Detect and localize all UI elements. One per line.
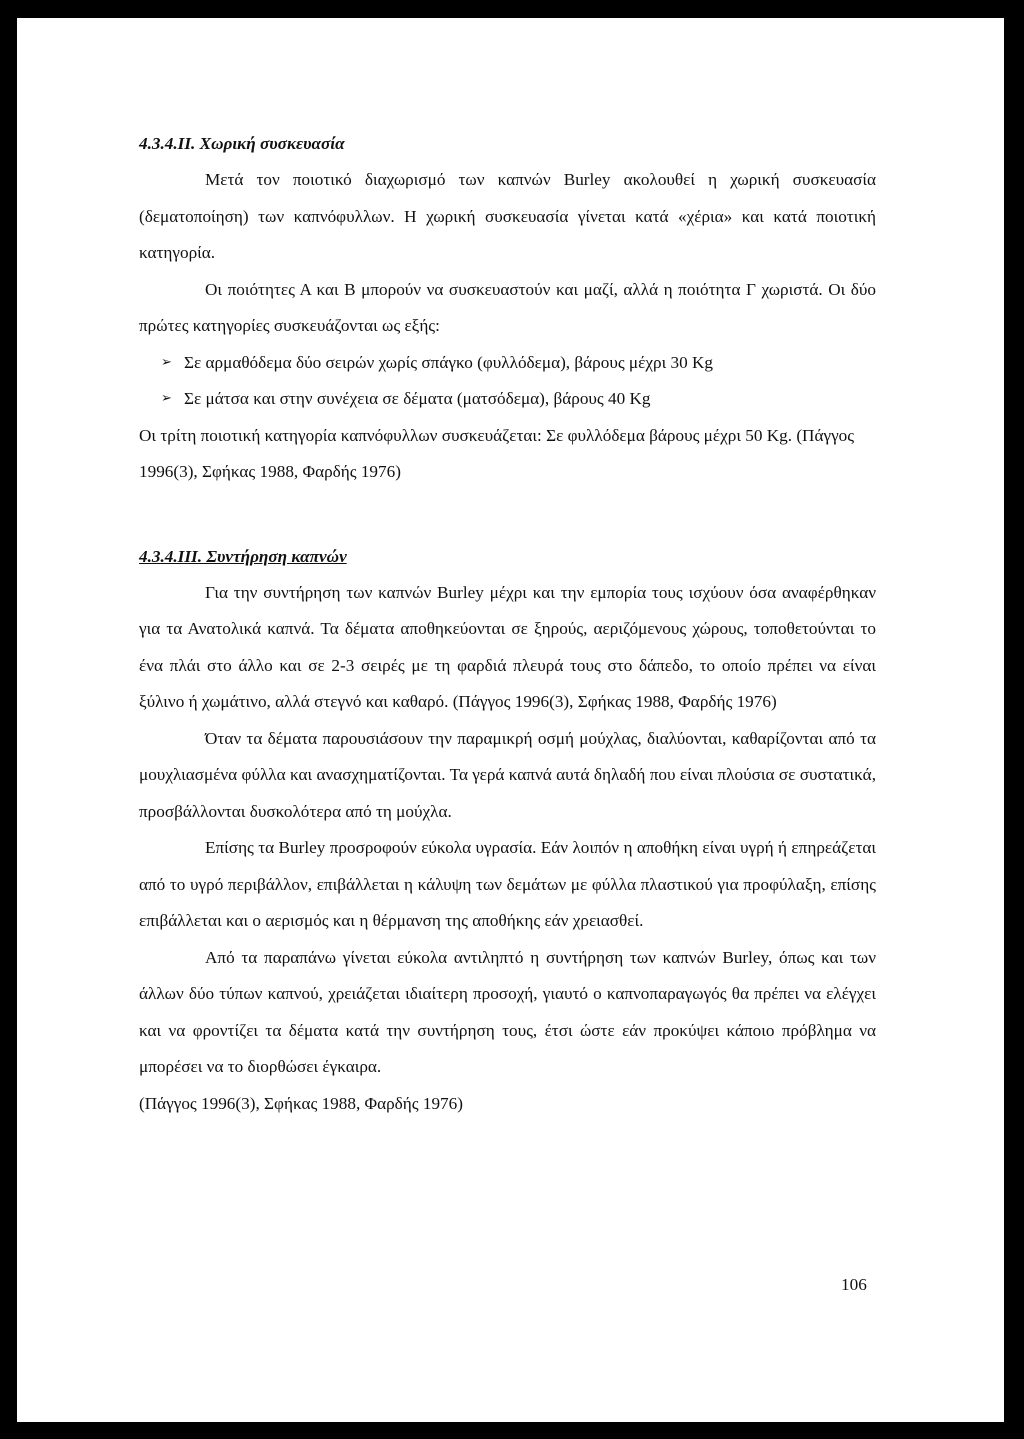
list-item [161, 345, 876, 382]
arrowhead-bullet-icon: ➢ [161, 354, 172, 370]
paragraph: Επίσης τα Burley προσροφούν εύκολα υγρασία. Εάν λοιπόν η αποθήκη είναι υγρή ή επηρεάζεται από το υγρό περιβάλλον, επιβάλλεται η κάλυψη των δεμάτων με φύλλα πλαστικού για προφύλαξη, επίσης επιβάλλεται και ο αερισμός και η θέρμανση της αποθήκης εάν χρειασθεί. [139, 838, 876, 930]
page-number: 106 [841, 1275, 867, 1294]
list-item-text: Σε μάτσα και στην συνέχεια σε δέματα (ματσόδεμα), βάρους 40 Kg [184, 389, 651, 408]
section-heading-packaging: 4.3.4.ΙΙ. Χωρική συσκευασία [139, 134, 345, 153]
citation: (Πάγγος 1996(3), Σφήκας 1988, Φαρδής 1976) [139, 1093, 463, 1113]
paragraph: Οι τρίτη ποιοτική κατηγορία καπνόφυλλων συσκευάζεται: Σε φυλλόδεμα βάρους μέχρι 50 Kg. (Πάγγος 1996(3), Σφήκας 1988, Φαρδής 1976) [139, 425, 855, 481]
document-body [139, 126, 876, 1122]
paragraph: Οι ποιότητες Α και Β μπορούν να συσκευαστούν και μαζί, αλλά η ποιότητα Γ χωριστά. Οι δύο πρώτες κατηγορίες συσκευάζονται ως εξής: [139, 279, 876, 335]
section-heading-storage: 4.3.4.ΙΙΙ. Συντήρηση καπνών [139, 546, 347, 566]
paragraph: Από τα παραπάνω γίνεται εύκολα αντιληπτό η συντήρηση των καπνών Burley, όπως και των άλλων δύο τύπων καπνού, χρειάζεται ιδιαίτερη προσοχή, γιαυτό ο καπνοπαραγωγός θα πρέπει να ελέγχει και να φροντίζει τα δέματα κατά την συντήρηση τους, έτσι ώστε εάν προκύψει κάποιο πρόβλημα να μπορέσει να το διορθώσει έγκαιρα. [139, 947, 876, 1076]
paragraph: Όταν τα δέματα παρουσιάσουν την παραμικρή οσμή μούχλας, διαλύονται, καθαρίζονται από τα μουχλιασμένα φύλλα και ανασχηματίζονται. Τα γερά καπνά αυτά δηλαδή που είναι πλούσια σε συστατικά, προσβάλλονται δυσκολότερα από τη μούχλα. [139, 728, 876, 821]
paragraph: Μετά τον ποιοτικό διαχωρισμό των καπνών Burley ακολουθεί η χωρική συσκευασία (δεματοποίηση) των καπνόφυλλων. Η χωρική συσκευασία γίνεται κατά «χέρια» και κατά ποιοτική κατηγορία. [139, 170, 876, 262]
arrowhead-bullet-icon: ➢ [161, 391, 172, 406]
list-item-text: Σε αρμαθόδεμα δύο σειρών χωρίς σπάγκο (φυλλόδεμα), βάρους μέχρι 30 Kg [184, 352, 713, 372]
packaging-methods-list [139, 345, 876, 418]
paragraph: Για την συντήρηση των καπνών Burley μέχρι και την εμπορία τους ισχύουν όσα αναφέρθηκαν για τα Ανατολικά καπνά. Τα δέματα αποθηκεύονται σε ξηρούς, αεριζόμενους χώρους, τοποθετούνται το ένα πλάι στο άλλο και σε 2-3 σειρές με τη φαρδιά πλευρά τους στο δάπεδο, το οποίο πρέπει να είναι ξύλινο ή χωμάτινο, αλλά στεγνό και καθαρό. (Πάγγος 1996(3), Σφήκας 1988, Φαρδής 1976) [139, 582, 876, 711]
list-item [161, 381, 876, 418]
